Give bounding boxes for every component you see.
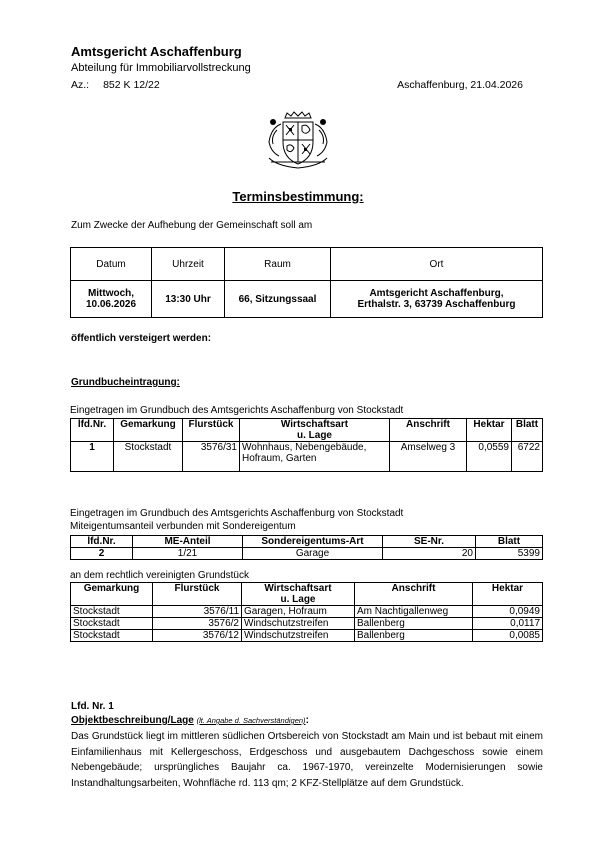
joined-header-gemarkung: Gemarkung bbox=[71, 583, 153, 606]
termin-date: Mittwoch, 10.06.2026 bbox=[71, 281, 152, 318]
joined-caption: an dem rechtlich vereinigten Grundstück bbox=[70, 570, 249, 581]
table-row: Stockstadt 3576/2 Windschutzstreifen Ballenberg 0,0117 bbox=[71, 618, 543, 630]
gb2-header-anteil: ME-Anteil bbox=[133, 536, 243, 548]
gb1-header-nr: lfd.Nr. bbox=[71, 419, 114, 442]
gb1-header-anschrift: Anschrift bbox=[390, 419, 467, 442]
gb1-header-blatt: Blatt bbox=[512, 419, 543, 442]
gb2-header-nr: lfd.Nr. bbox=[71, 536, 133, 548]
lfd-subheading: Objektbeschreibung/Lage (lt. Angabe d. Sachverständigen): bbox=[71, 715, 309, 726]
joined-header-wirtschaftsart: Wirtschaftsart u. Lage bbox=[242, 583, 355, 606]
gb2-caption: Eingetragen im Grundbuch des Amtsgerichts Aschaffenburg von Stockstadt bbox=[70, 508, 404, 519]
department: Abteilung für Immobiliarvollstreckung bbox=[71, 62, 251, 74]
page-title: Terminsbestimmung: bbox=[232, 189, 364, 204]
gb1-caption: Eingetragen im Grundbuch des Amtsgerichts Aschaffenburg von Stockstadt bbox=[70, 405, 404, 416]
termin-header-date: Datum bbox=[71, 248, 152, 281]
gb2-header-se-nr: SE-Nr. bbox=[383, 536, 476, 548]
intro-text: Zum Zwecke der Aufhebung der Gemeinschaft soll am bbox=[71, 220, 313, 231]
gb2-header-blatt: Blatt bbox=[476, 536, 543, 548]
coat-of-arms-icon bbox=[261, 110, 335, 172]
gb2-caption-me: Miteigentumsanteil verbunden mit Sondereigentum bbox=[70, 521, 296, 532]
gb1-header-gemarkung: Gemarkung bbox=[114, 419, 183, 442]
termin-table bbox=[70, 247, 543, 318]
object-description: Das Grundstück liegt im mittleren südlichen Ortsbereich von Stockstadt am Main und ist bebaut mit einem Einfamilienhaus mit Kellergeschoss, Erdgeschoss und ausgebautem Dachgeschoss sowie einem Nebengebäude; ursprüngliches Baujahr ca. 1967-1970, vereinzelte Modernisierungen sowie Instandhaltungsarbeiten, Wohnfläche rd. 113 qm; 2 KFZ-Stellplätze auf dem Grundstück. bbox=[71, 731, 543, 789]
table-row: 2 1/21 Garage 20 5399 bbox=[71, 548, 543, 560]
termin-header-room: Raum bbox=[225, 248, 331, 281]
termin-room: 66, Sitzungssaal bbox=[225, 281, 331, 318]
table-row: Stockstadt 3576/11 Garagen, Hofraum Am Nachtigallenweg 0,0949 bbox=[71, 606, 543, 618]
joined-header-flurstueck: Flurstück bbox=[153, 583, 242, 606]
file-number bbox=[71, 79, 160, 91]
table-row: 1 Stockstadt 3576/31 Wohnhaus, Nebengebäude, Hofraum, Garten Amselweg 3 0,0559 6722 bbox=[71, 442, 543, 472]
gb2-header-art: Sondereigentums-Art bbox=[243, 536, 383, 548]
outro-text: öffentlich versteigert werden: bbox=[71, 333, 212, 344]
file-number-value: 852 K 12/22 bbox=[103, 79, 160, 91]
gb1-header-hektar: Hektar bbox=[467, 419, 512, 442]
file-number-label: Az.: bbox=[71, 79, 90, 91]
court-name: Amtsgericht Aschaffenburg bbox=[71, 44, 242, 59]
termin-header-place: Ort bbox=[331, 248, 543, 281]
joined-header-hektar: Hektar bbox=[473, 583, 543, 606]
termin-time: 13:30 Uhr bbox=[152, 281, 225, 318]
gb2-table bbox=[70, 535, 543, 560]
gb1-header-flurstueck: Flurstück bbox=[183, 419, 240, 442]
grundbuch-heading: Grundbucheintragung: bbox=[71, 377, 180, 388]
termin-place: Amtsgericht Aschaffenburg, Erthalstr. 3, 63739 Aschaffenburg bbox=[331, 281, 543, 318]
gb1-header-wirtschaftsart: Wirtschaftsart u. Lage bbox=[240, 419, 390, 442]
gb1-table bbox=[70, 418, 543, 472]
joined-header-anschrift: Anschrift bbox=[355, 583, 473, 606]
joined-table bbox=[70, 582, 543, 642]
termin-header-time: Uhrzeit bbox=[152, 248, 225, 281]
place-date: Aschaffenburg, 21.04.2026 bbox=[397, 79, 523, 91]
lfd-heading: Lfd. Nr. 1 bbox=[71, 701, 114, 712]
table-row: Stockstadt 3576/12 Windschutzstreifen Ballenberg 0,0085 bbox=[71, 630, 543, 642]
